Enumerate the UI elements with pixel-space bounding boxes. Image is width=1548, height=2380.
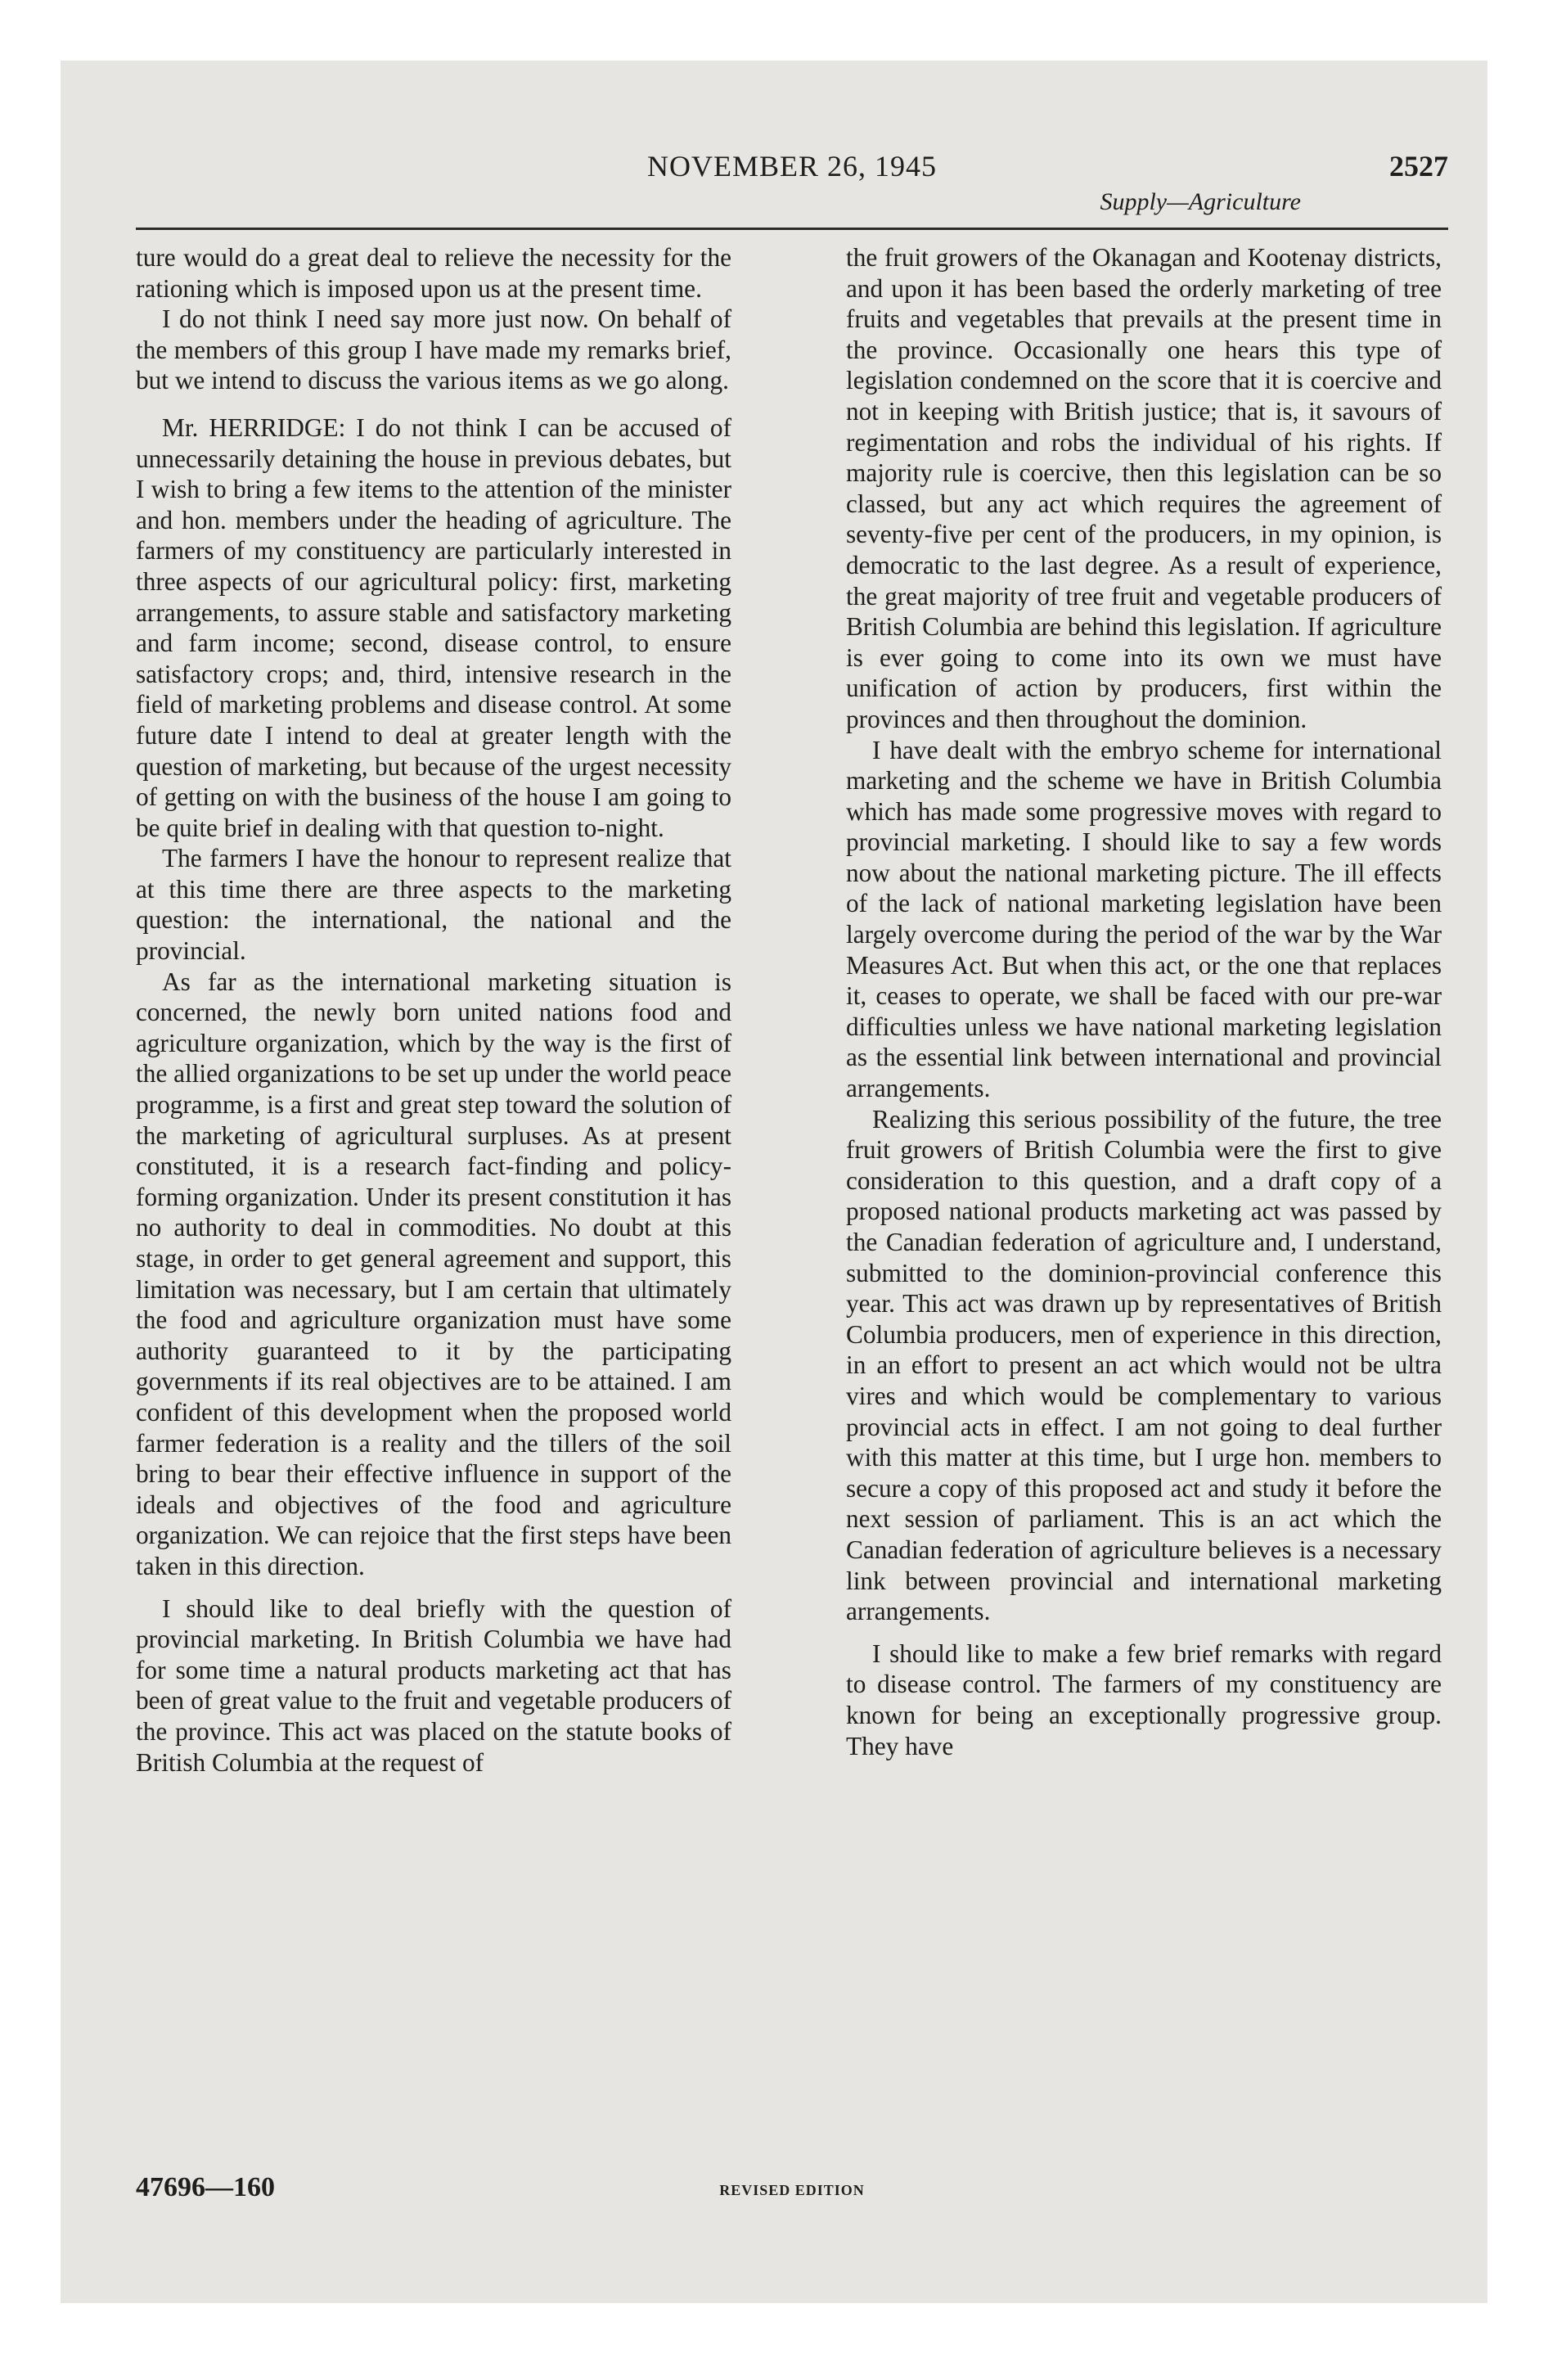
paragraph: As far as the international marketing situation is concerned, the newly born united nations food and agriculture organization, which by the way is the first of the allied organizations to be set up under the world peace programme, is a first and great step toward the solution of the marketing of agricultural surpluses. As at present constituted, it is a research fact-finding and policy-forming organization. Under its present constitution it has no authority to deal in commodities. No doubt at this stage, in order to get general agreement and support, this limitation was necessary, but I am certain that ultimately the food and agriculture organization must have some authority guaranteed to it by the participating governments if its real objectives are to be attained. I am confident of this development when the proposed world farmer federation is a reality and the tillers of the soil bring to bear their effective influence in support of the ideals and objectives of the food and agriculture organization. We can rejoice that the first steps have been taken in this direction. [136,967,731,1580]
right-column [846,242,1442,1761]
print-code: 47696—160 [136,2172,275,2202]
scanned-page [61,61,1487,2303]
page-number: 2527 [1389,150,1448,183]
paragraph: I should like to make a few brief remarks with regard to disease control. The farmers of my constituency are known for being an exceptionally progressive group. They have [846,1639,1442,1760]
header-rule [136,228,1448,230]
section-title: Supply—Agriculture [1100,188,1301,215]
edition-label: REVISED EDITION [719,2182,865,2198]
paragraph: I do not think I need say more just now. On behalf of the members of this group I have made my remarks brief, but we intend to discuss the various items as we go along. [136,304,731,395]
paragraph: I should like to deal briefly with the question of provincial marketing. In British Columbia we have had for some time a natural products marketing act that has been of great value to the fruit and vegetable producers of the province. This act was placed on the statute books of British Columbia at the request of [136,1593,731,1777]
paragraph: the fruit growers of the Okanagan and Kootenay districts, and upon it has been based the orderly marketing of tree fruits and vegetables that prevails at the present time in the province. Occasionally one hears this type of legislation condemned on the score that it is coercive and not in keeping with British justice; that is, it savours of regimentation and robs the individual of his rights. If majority rule is coercive, then this legislation can be so classed, but any act which requires the agreement of seventy-five per cent of the producers, in my opinion, is democratic to the last degree. As a result of experience, the great majority of tree fruit and vegetable producers of British Columbia are behind this legislation. If agriculture is ever going to come into its own we must have unification of action by producers, first within the provinces and then throughout the dominion. [846,243,1442,733]
paragraph: Mr. HERRIDGE: I do not think I can be accused of unnecessarily detaining the house in previous debates, but I wish to bring a few items to the attention of the minister and hon. members under the heading of agriculture. The farmers of my constituency are particularly interested in three aspects of our agricultural policy: first, marketing arrangements, to assure stable and satisfactory marketing and farm income; second, disease control, to ensure satisfactory crops; and, third, intensive research in the field of marketing problems and disease control. At some future date I intend to deal at greater length with the question of marketing, but because of the urgest necessity of getting on with the business of the house I am going to be quite brief in dealing with that question to-night. [136,412,731,842]
header-date: NOVEMBER 26, 1945 [646,150,937,183]
paragraph: I have dealt with the embryo scheme for international marketing and the scheme we have in British Columbia which has made some progressive moves with regard to provincial marketing. I should like to say a few words now about the national marketing picture. The ill effects of the lack of national marketing legislation have been largely overcome during the period of the war by the War Measures Act. But when this act, or the one that replaces it, ceases to operate, we shall be faced with our pre-war difficulties unless we have national marketing legislation as the essential link between international and provincial arrangements. [846,735,1442,1103]
paragraph: ture would do a great deal to relieve the necessity for the rationing which is imposed upon us at the present time. [136,243,731,303]
paragraph: The farmers I have the honour to represent realize that at this time there are three aspects to the marketing question: the international, the national and the provincial. [136,844,731,966]
paragraph: Realizing this serious possibility of the future, the tree fruit growers of British Columbia were the first to give consideration to this question, and a draft copy of a proposed national products marketing act was passed by the Canadian federation of agriculture and, I understand, submitted to the dominion-provincial conference this year. This act was drawn up by representatives of British Columbia producers, men of experience in this direction, in an effort to present an act which would not be ultra vires and which would be complementary to various provincial acts in effect. I am not going to deal further with this matter at this time, but I urge hon. members to secure a copy of this proposed act and study it before the next session of parliament. This is an act which the Canadian federation of agriculture believes is a necessary link between provincial and international marketing arrangements. [846,1104,1442,1626]
left-column [136,242,731,1778]
